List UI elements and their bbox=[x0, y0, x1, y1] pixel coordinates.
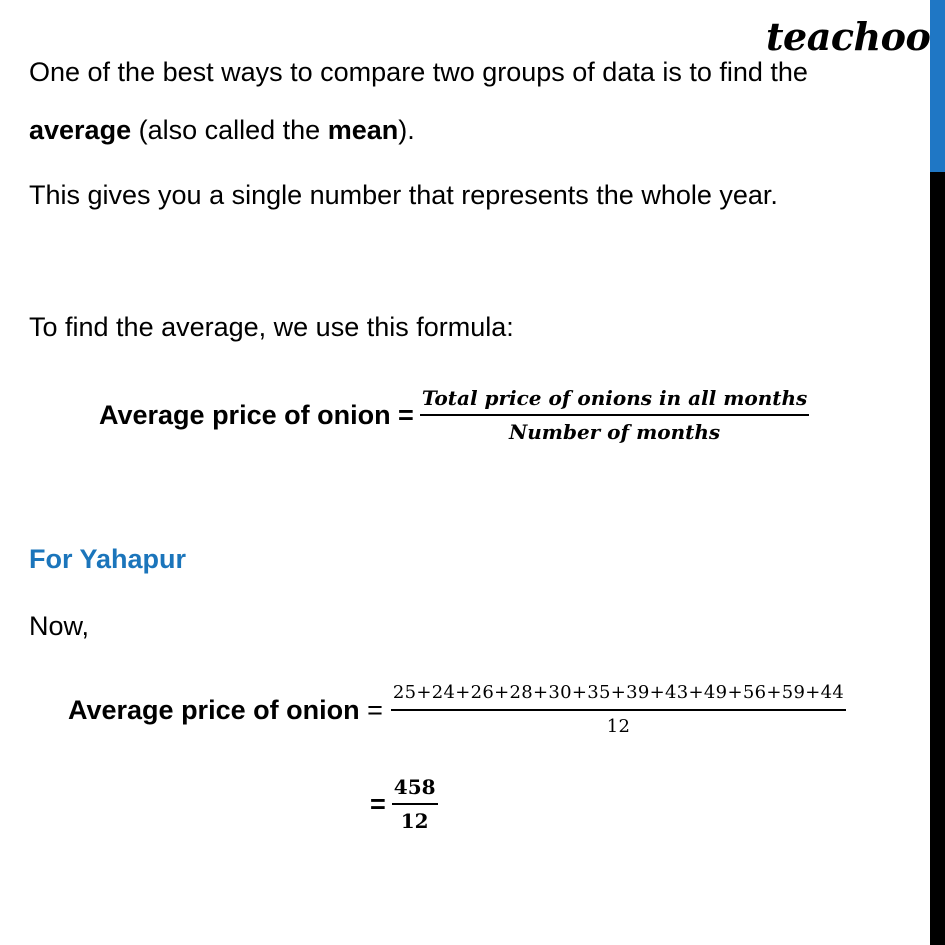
now-text: Now, bbox=[29, 611, 90, 641]
calc-line bbox=[68, 680, 846, 740]
formula-label: Average price of onion = bbox=[99, 399, 414, 430]
result-denominator: 12 bbox=[400, 809, 429, 833]
intro-line-2-end: ). bbox=[398, 115, 415, 145]
fraction-bar bbox=[392, 803, 438, 805]
result-line bbox=[370, 774, 438, 834]
side-accent bbox=[930, 0, 945, 172]
calc-label: Average price of onion bbox=[68, 694, 360, 725]
calc-equals: = bbox=[359, 694, 383, 725]
fraction-bar bbox=[391, 709, 846, 711]
term-average: average bbox=[29, 115, 132, 145]
formula-denominator: Number of months bbox=[508, 420, 721, 444]
result-numerator: 458 bbox=[393, 775, 436, 799]
fraction-bar bbox=[420, 414, 809, 416]
teachoo-logo: teachoo bbox=[766, 14, 931, 59]
term-mean: mean bbox=[327, 115, 399, 145]
calc-denominator: 12 bbox=[606, 716, 631, 737]
intro-line-4: To find the average, we use this formula: bbox=[29, 312, 514, 342]
intro-line-3: This gives you a single number that represents the whole year. bbox=[29, 180, 778, 210]
average-formula bbox=[99, 385, 809, 445]
intro-line-2-mid: (also called the bbox=[131, 115, 328, 145]
section-heading: For Yahapur bbox=[29, 544, 187, 574]
formula-numerator: Total price of onions in all months bbox=[421, 386, 808, 410]
calc-fraction bbox=[391, 680, 846, 740]
formula-fraction bbox=[420, 385, 809, 445]
intro-line-1: One of the best ways to compare two groups of data is to find the bbox=[29, 57, 808, 87]
calc-numerator: 25+24+26+28+30+35+39+43+49+56+59+44 bbox=[392, 682, 845, 703]
intro-line-2 bbox=[29, 114, 415, 146]
result-fraction bbox=[392, 774, 438, 834]
result-equals: = bbox=[370, 788, 386, 819]
